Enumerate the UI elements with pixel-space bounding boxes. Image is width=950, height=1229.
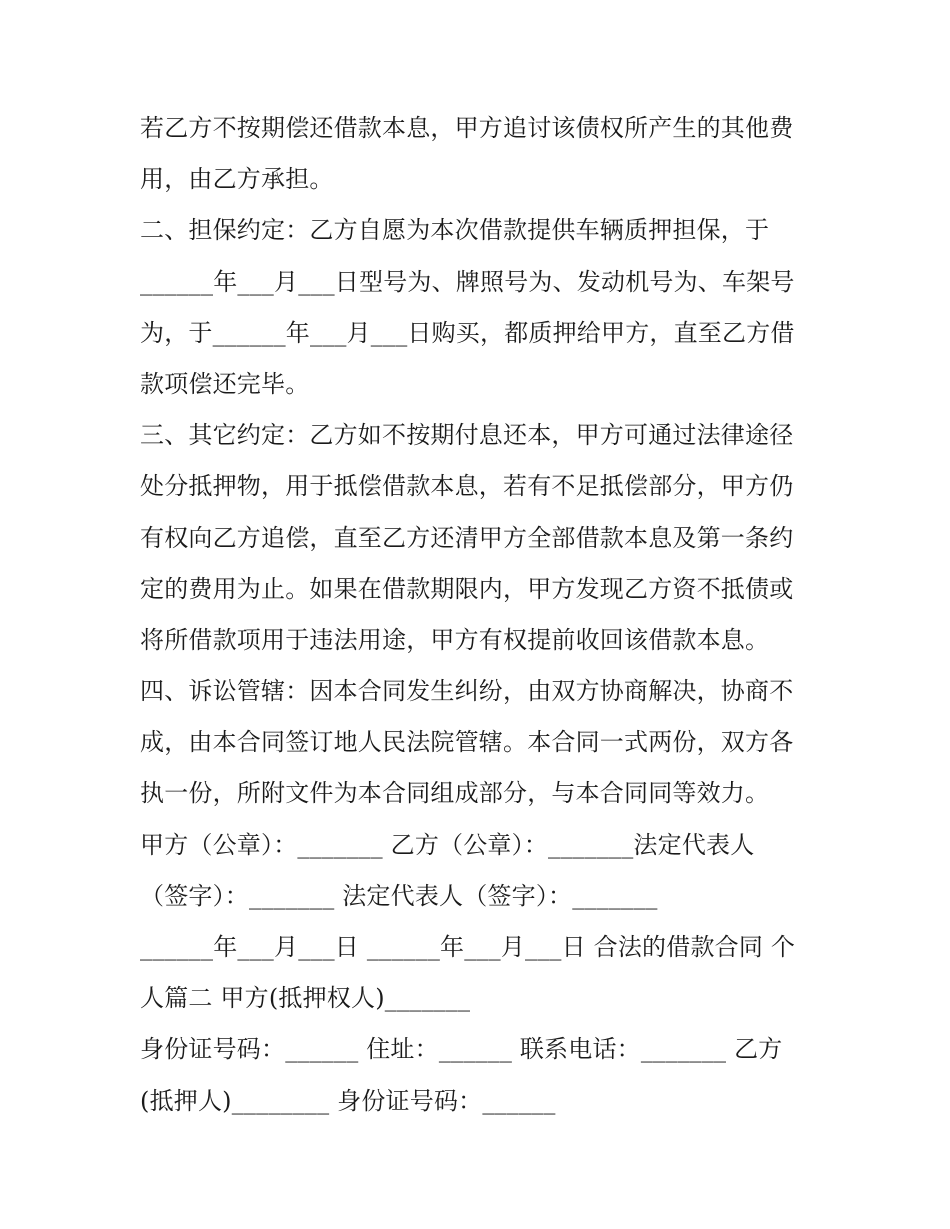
text-line: 用，由乙方承担。 [140,165,334,194]
text-line: 有权向乙方追偿，直至乙方还清甲方全部借款本息及第一条约 [140,523,794,552]
text-line: 二、担保约定：乙方自愿为本次借款提供车辆质押担保，于 [140,216,770,245]
text-line: 人篇二 甲方(抵押权人)_______ [140,984,471,1013]
text-line: 四、诉讼管辖：因本合同发生纠纷，由双方协商解决，协商不 [140,677,794,706]
text-line: 为，于______年___月___日购买，都质押给甲方，直至乙方借 [140,318,795,347]
text-line: 甲方（公章）：_______ 乙方（公章）：_______法定代表人 [140,830,755,859]
text-line: （签字）：_______ 法定代表人（签字）：_______ [140,881,658,910]
text-line: (抵押人)________ 身份证号码：______ [140,1086,556,1115]
text-line: ______年___月___日型号为、牌照号为、发动机号为、车架号 [140,267,795,296]
text-line: 若乙方不按期偿还借款本息，甲方追讨该债权所产生的其他费 [140,114,794,142]
text-line: 身份证号码：______ 住址：______ 联系电话：_______ 乙方 [140,1035,783,1064]
text-line: 款项偿还完毕。 [140,369,310,398]
text-line: 执一份，所附文件为本合同组成部分，与本合同同等效力。 [140,779,770,808]
text-line: ______年___月___日 ______年___月___日 合法的借款合同 个 [140,933,796,961]
document-body [140,103,820,1127]
text-line: 处分抵押物，用于抵偿借款本息，若有不足抵偿部分，甲方仍 [140,472,794,501]
text-line: 定的费用为止。如果在借款期限内，甲方发现乙方资不抵债或 [140,574,794,603]
text-line: 将所借款项用于违法用途，甲方有权提前收回该借款本息。 [140,625,770,654]
text-line: 成，由本合同签订地人民法院管辖。本合同一式两份，双方各 [140,728,794,757]
text-line: 三、其它约定：乙方如不按期付息还本，甲方可通过法律途径 [140,421,794,450]
